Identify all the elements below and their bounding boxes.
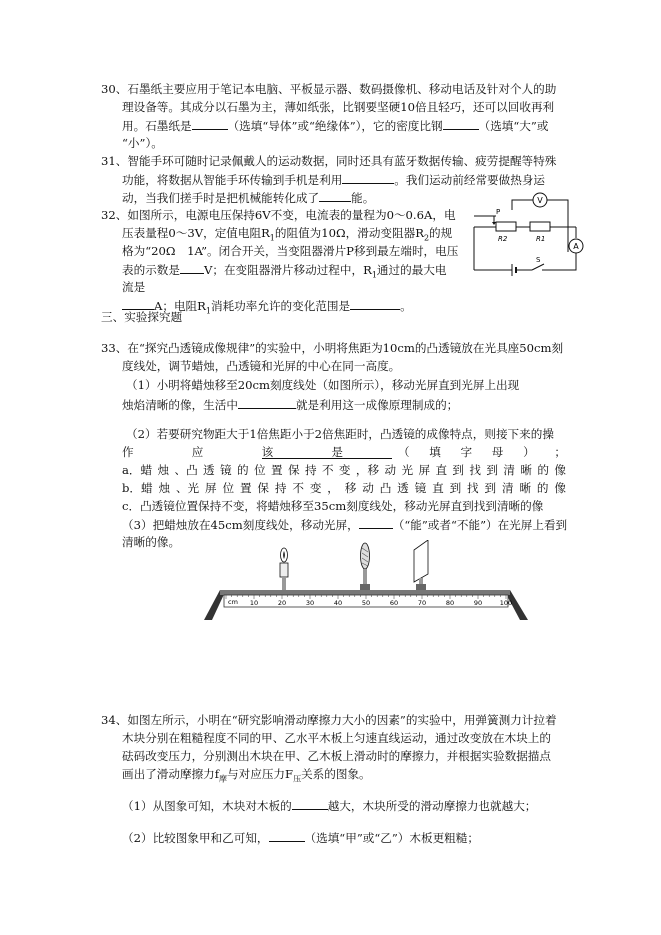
q31-blank-2[interactable]	[319, 189, 351, 202]
q33-blank-2[interactable]	[262, 446, 392, 459]
q34-text-d: （1）从图象可知，木块对木板的	[122, 799, 292, 813]
q31-text-b: 。我们运动前经常要做热身运	[394, 173, 546, 187]
ruler-tick-label: 70	[417, 599, 427, 607]
q33-line-6-right	[398, 444, 566, 460]
q30-text-c: （选填“大”或	[478, 119, 549, 133]
slider-p-label: P	[496, 208, 501, 216]
l7-char: 直	[435, 463, 448, 477]
l7-char: 、凸	[174, 463, 198, 477]
l8-char: 持	[274, 481, 287, 495]
l8-char: 保	[257, 481, 270, 495]
q30-blank-1[interactable]	[192, 117, 228, 130]
q32-line-1: 32、如图所示，电源电压保持6V不变，电流表的量程为0～0.6A，电	[101, 208, 456, 222]
q31-blank-1[interactable]	[342, 171, 394, 184]
l8-char: 晰	[519, 481, 532, 495]
ruler-tick-label: 20	[277, 599, 287, 607]
l6b-char: ）	[523, 445, 535, 459]
convex-lens	[360, 543, 370, 590]
l6-char: 应	[191, 445, 204, 459]
q33-blank-1[interactable]	[238, 396, 296, 409]
q32-text-e: V；在变阻器滑片移动过程中，R	[203, 263, 372, 277]
q30-line-1: 30、石墨纸主要应用于笔记本电脑、平板显示器、数码摄像机、移动电话及针对个人的助	[101, 82, 557, 96]
l8-char: 置	[239, 481, 252, 495]
voltmeter-wire	[512, 200, 568, 252]
l7-char: 位	[254, 463, 266, 477]
l7-char: 透	[203, 463, 215, 477]
q33-line-1: 33、在“探究凸透镜成像规律”的实验中，小明将焦距为10cm的凸透镜放在光具座50cm刻	[101, 341, 564, 355]
l6b-char: 字	[460, 445, 473, 459]
l6b-char: 母	[491, 445, 504, 459]
q33-line-5: （2）若要研究物距大于1倍焦距小于2倍焦距时，凸透镜的成像特点，则接下来的操	[126, 427, 554, 441]
slider-arrow	[492, 222, 496, 225]
q34-part-2	[122, 829, 479, 846]
q34-line-3: 砝码改变压力，分别测出木块在甲、乙木板上滑动时的摩擦力，并根据实验数据描点	[122, 749, 551, 763]
l7-char: 像	[554, 463, 566, 477]
l8-char: 的	[536, 481, 549, 495]
l11-char: 像	[156, 535, 169, 549]
l6-char: 是	[331, 445, 343, 459]
q30-line-2: 理设备等。其成分以石墨为主，薄如纸张，比钢要坚硬10倍且轻巧，还可以回收再利	[122, 100, 555, 114]
section-3-heading: 三、实验探究题	[101, 310, 183, 324]
candle	[280, 548, 288, 590]
q32-blank-1[interactable]	[180, 261, 204, 274]
ruler-tick-label: 100	[499, 599, 513, 607]
q33-text-d: （“能”或者“不能”）在光屏上看到	[392, 518, 568, 532]
q31-text-a: 功能，将数据从智能手环传输到手机是利用	[122, 173, 343, 187]
q33-text-b: 就是利用这一成像原理制成的；	[295, 398, 459, 412]
q34-text-c: 关系的图象。	[301, 767, 371, 781]
q34-text-e: 越大，木块所受的滑动摩擦力也就越大；	[327, 799, 537, 813]
q31-line-1: 31、智能手环可随时记录佩戴人的运动数据，同时还具有蓝牙数据传输、疲劳提醒等特殊	[101, 154, 557, 168]
l7-char: 找	[469, 463, 482, 477]
l7-char: 光	[401, 463, 414, 477]
l7-char: 屏	[418, 463, 431, 477]
q32-sub-3: 1	[371, 270, 377, 280]
voltmeter-label: V	[537, 196, 543, 205]
l8-char: 屏	[205, 481, 217, 495]
q34-sub-1: 摩	[219, 774, 228, 784]
ruler-unit: cm	[228, 598, 238, 606]
l8-char: 烛	[158, 481, 171, 495]
l7-char: a．蜡	[122, 463, 153, 477]
l8-char: b．蜡	[122, 481, 153, 495]
l8-char: 到	[484, 481, 497, 495]
q32-text-a: 压表量程0～3V，定值电阻R	[122, 226, 270, 240]
q32-blank-3[interactable]	[350, 297, 400, 310]
q32-line-3: 格为“20Ω 1A”。闭合开关，当变阻器滑片P移到最左端时，电压	[122, 244, 459, 258]
q32-sub-1: 1	[269, 233, 275, 243]
l8-char: 找	[467, 481, 479, 495]
q30-blank-2[interactable]	[443, 117, 479, 130]
q32-text-c: 的规	[429, 226, 453, 240]
q33-line-10	[122, 516, 567, 533]
l6b-char: （	[398, 445, 410, 459]
q31-line-3	[122, 189, 374, 206]
l6b-char: 填	[429, 445, 441, 459]
q34-part-1	[122, 797, 536, 814]
q30-line-3	[122, 117, 548, 134]
q33-option-a	[122, 462, 566, 478]
q33-line-3: （1）小明将蜡烛移至20cm刻度线处（如图所示），移动光屏直到光屏上出现	[126, 378, 520, 392]
r2-label: R2	[498, 235, 508, 243]
l8-char: 凸	[379, 481, 392, 495]
ruler-tick-label: 50	[361, 599, 371, 607]
q34-text-f: （2）比较图象甲和乙可知，	[122, 831, 269, 845]
l8-char: 到	[449, 481, 462, 495]
l7-char: 的	[537, 463, 549, 477]
q32-text-d: 表的示数是	[122, 263, 180, 277]
l7-char: 变	[338, 463, 351, 477]
ruler-tick-label: 80	[445, 599, 455, 607]
l6-char: 该	[261, 445, 274, 459]
ruler-tick-label: 10	[249, 599, 259, 607]
l7-char: 置	[270, 463, 283, 477]
l7-char: 保	[287, 463, 300, 477]
bench-rail	[220, 590, 510, 595]
ruler-tick-label: 90	[473, 599, 483, 607]
l11-char: 清	[122, 535, 134, 549]
q32-text-i: 。	[400, 299, 412, 313]
q31-text-c: 动，当我们搓手时是把机械能转化成了	[122, 191, 320, 205]
l7-char: 晰	[520, 463, 532, 477]
l6-char: 作	[122, 445, 134, 459]
light-screen	[414, 540, 428, 590]
q33-blank-3[interactable]	[359, 516, 393, 529]
ruler-tick-label: 40	[333, 599, 343, 607]
q32-line-5: 流是	[122, 280, 146, 294]
q34-text-b: 与对应压力F	[227, 767, 294, 781]
q34-line-4	[122, 766, 371, 787]
q30-text-a: 用。石墨纸是	[122, 119, 192, 133]
q34-line-2: 木块分别在粗糙程度不同的甲、乙水平木板上匀速直线运动，通过改变放在木块上的	[122, 731, 551, 745]
l8-char: 透	[397, 481, 409, 495]
l11-char: 晰	[133, 535, 146, 549]
q31-text-d: 能。	[351, 191, 375, 205]
q34-line-1: 34、如图左所示，小明在“研究影响滑动摩擦力大小的因素”的实验中，用弹簧测力计拉着	[101, 713, 557, 727]
q31-line-2	[122, 171, 545, 188]
l7-char: 动	[384, 463, 397, 477]
l7-char: 持	[304, 463, 317, 477]
l8-char: 像	[554, 481, 566, 495]
l8-char: 、光	[175, 481, 200, 495]
l8-char: ，	[327, 481, 339, 495]
q34-blank-2[interactable]	[269, 829, 305, 842]
q32-sub-2: 2	[423, 233, 430, 243]
q32-text-h: 消耗功率允许的变化范围是	[210, 299, 351, 313]
l7-char: 清	[503, 463, 515, 477]
q30-line-4: “小”）。	[122, 136, 163, 150]
l8-char: 清	[501, 481, 514, 495]
q33-text-a: 烛焰清晰的像，生活中	[122, 398, 238, 412]
q32-line-4	[122, 261, 446, 283]
l7-char: 到	[486, 463, 498, 477]
switch-blade	[532, 264, 544, 270]
l7-char: ，移	[355, 463, 380, 477]
q32-text-g: A；电阻R	[154, 299, 206, 313]
q33-option-b	[122, 480, 566, 496]
q32-text-f: 通过的最大电	[376, 263, 447, 277]
l11-char: 的	[145, 535, 157, 549]
r1-label: R1	[536, 235, 546, 243]
l8-char: 不	[292, 481, 304, 495]
q34-sub-2: 压	[293, 774, 302, 784]
l7-char: 镜	[220, 463, 232, 477]
l7-char: 不	[321, 463, 334, 477]
l8-char: 镜	[414, 481, 427, 495]
r2-resistor	[496, 222, 516, 231]
candle-body	[280, 563, 288, 577]
q34-blank-1[interactable]	[292, 797, 328, 810]
l8-char: 直	[432, 481, 444, 495]
ruler-tick-label: 60	[389, 599, 399, 607]
ruler-tick-label: 30	[305, 599, 315, 607]
l7-char: 到	[452, 463, 465, 477]
l8-char: 动	[362, 481, 374, 495]
l7-char: 的	[237, 463, 249, 477]
q33-option-c: c．凸透镜位置保持不变，将蜡烛移至35cm刻度线处，移动光屏直到找到清晰的像	[122, 499, 544, 513]
q33-line-4	[122, 396, 458, 413]
q30-text-b: （选填“导体”或“绝缘体”），它的密度比钢	[227, 119, 443, 133]
optical-bench-diagram	[204, 540, 528, 624]
q33-text-c: （3）把蜡烛放在45cm刻度线处，移动光屏，	[122, 518, 359, 532]
l11-char: 。	[168, 535, 181, 549]
q34-text-a: 画出了滑动摩擦力f	[122, 767, 220, 781]
q32-sub-4: 1	[205, 306, 211, 316]
l8-char: 位	[222, 481, 235, 495]
q32-text-b: 的阻值为10Ω，滑动变阻器R	[274, 226, 424, 240]
q32-circuit-diagram	[472, 192, 584, 276]
l6b-char: ；	[554, 445, 566, 459]
ammeter-label: A	[573, 242, 579, 251]
l8-char: 变	[309, 481, 322, 495]
switch-label: S	[536, 256, 541, 264]
q33-line-2: 度线处，调节蜡烛，凸透镜和光屏的中心在同一高度。	[122, 359, 401, 373]
q34-text-g: （选填“甲”或“乙”）木板更粗糙；	[304, 831, 479, 845]
l7-char: 烛	[157, 463, 170, 477]
r1-resistor	[530, 222, 550, 231]
l8-char: 移	[344, 481, 357, 495]
